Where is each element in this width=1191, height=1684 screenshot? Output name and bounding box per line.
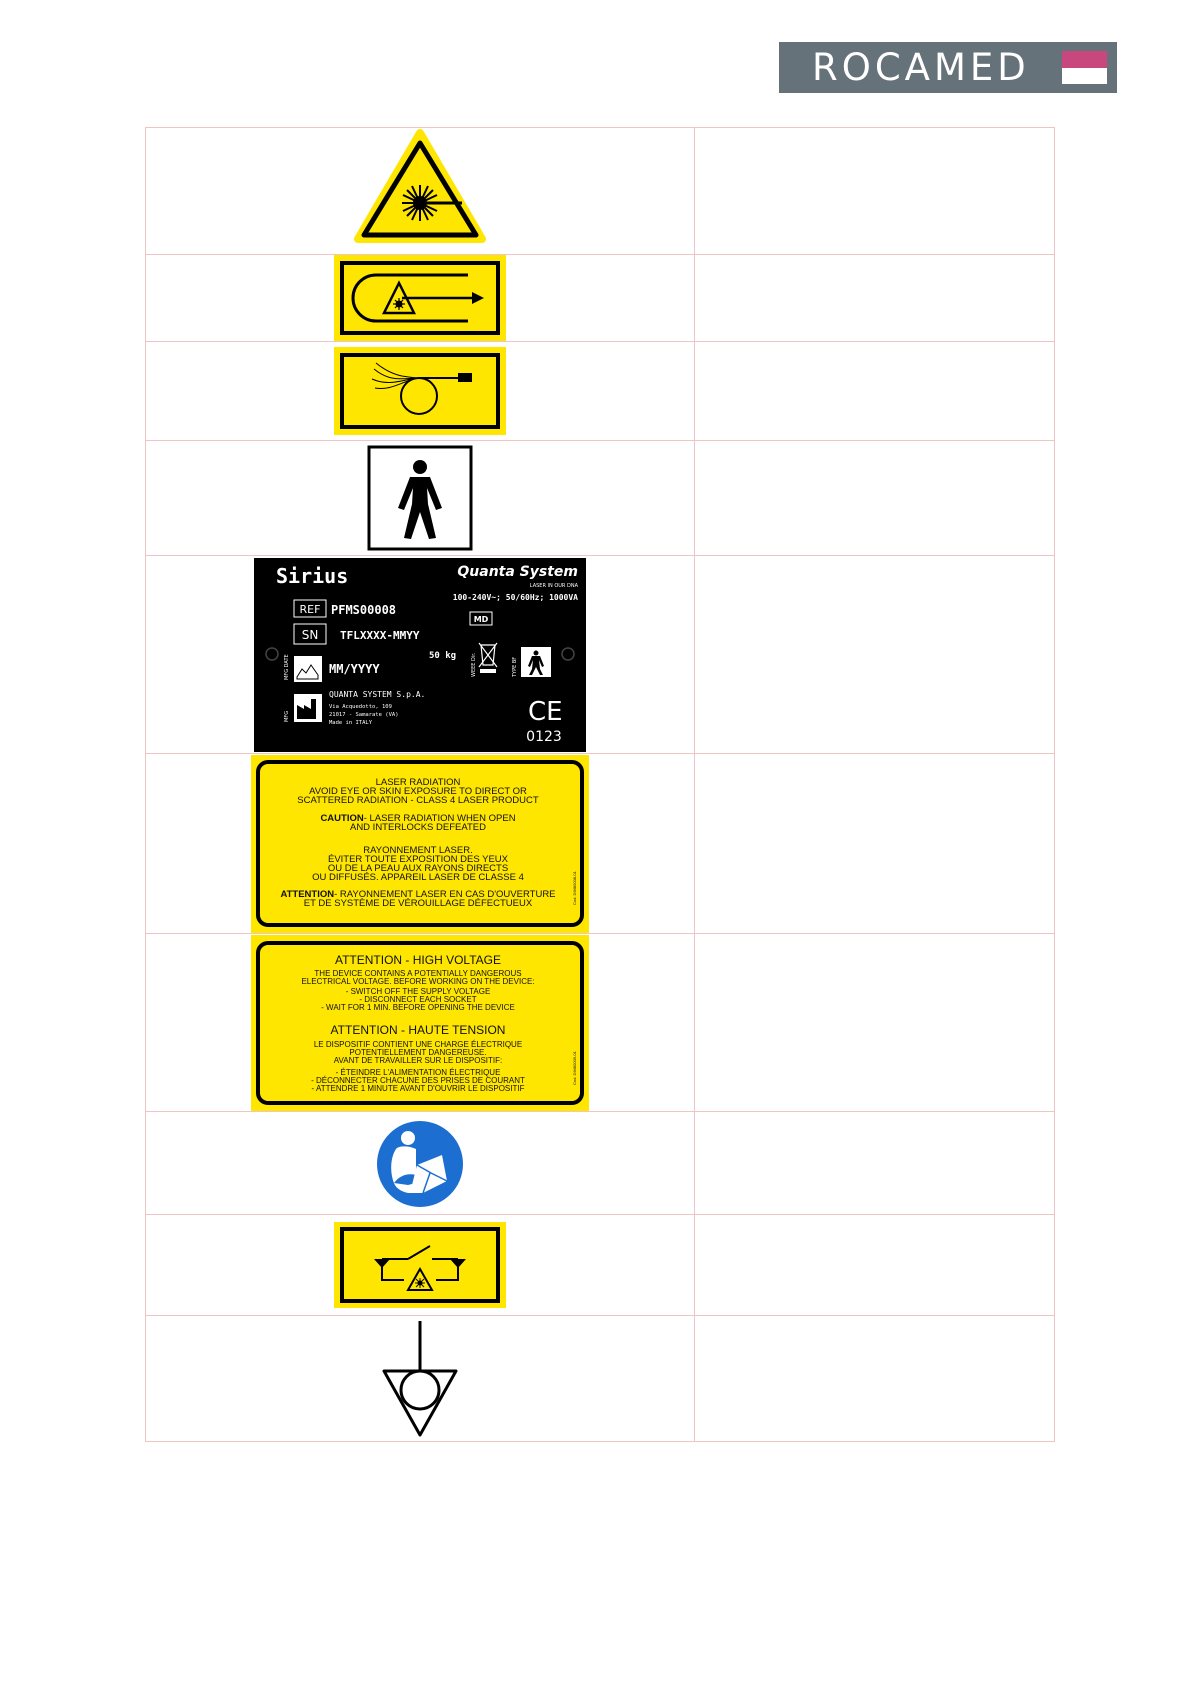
symbol-row — [146, 1316, 1055, 1442]
symbol-row — [146, 754, 1055, 934]
laser-label-line: OU DIFFUSÉS. APPAREIL LASER DE CLASSE 4 — [312, 871, 524, 883]
hv-label-code: Cod. DIM80009-01 — [572, 1050, 577, 1085]
label-sn-tag: SN — [301, 627, 319, 642]
symbol-cell — [146, 342, 695, 441]
label-type-bf: TYPE BF — [512, 656, 518, 677]
symbol-row — [146, 1215, 1055, 1316]
laser-label-code: Cod. DIM80008-01 — [572, 870, 577, 905]
notified-body: 0123 — [526, 728, 562, 745]
hv-label-line: AVANT DE TRAVAILLER SUR LE DISPOSITIF: — [333, 1055, 503, 1065]
hv-label-line: - DISCONNECT EACH SOCKET — [359, 994, 477, 1004]
symbol-description — [695, 556, 1055, 754]
label-mfg-date-tag: MFG DATE — [284, 653, 290, 680]
symbol-cell — [146, 556, 695, 754]
label-md: MD — [473, 614, 489, 624]
symbol-description — [695, 1112, 1055, 1215]
label-mfg-date: MM/YYYY — [329, 661, 380, 676]
laser-label-line: ATTENTION — [280, 888, 335, 900]
high-voltage-label — [146, 935, 694, 1111]
label-manufacturer: QUANTA SYSTEM S.p.A. — [329, 689, 426, 699]
laser-label-line: LASER RADIATION — [375, 776, 461, 788]
label-mfg-tag: MFG — [284, 710, 290, 722]
hv-label-line: - SWITCH OFF THE SUPPLY VOLTAGE — [345, 986, 491, 996]
label-tagline: LASER IN OUR DNA — [529, 582, 578, 589]
rocamed-logo — [779, 42, 1117, 93]
laser-label-line: RAYONNEMENT LASER. — [363, 844, 473, 856]
hv-label-line: ELECTRICAL VOLTAGE. BEFORE WORKING ON THE DEVICE: — [301, 976, 535, 986]
symbol-cell — [146, 1215, 695, 1316]
symbol-cell — [146, 128, 695, 255]
interlock-icon — [146, 1216, 694, 1315]
equipotential-icon — [146, 1317, 694, 1441]
symbols-table — [145, 127, 1055, 1442]
label-ref: PFMS00008 — [331, 602, 397, 617]
symbol-description — [695, 1316, 1055, 1442]
symbol-cell — [146, 255, 695, 342]
device-rating-label — [146, 557, 694, 753]
symbol-description — [695, 1215, 1055, 1316]
label-address-2: 21017 - Samarate (VA) — [329, 711, 399, 718]
symbol-cell — [146, 1112, 695, 1215]
symbol-cell — [146, 934, 695, 1112]
laser-label-line: - LASER RADIATION WHEN OPEN — [363, 812, 516, 824]
laser-label-line: AVOID EYE OR SKIN EXPOSURE TO DIRECT OR — [309, 785, 527, 797]
symbol-row — [146, 128, 1055, 255]
laser-radiation-label — [146, 755, 694, 933]
label-brand: Quanta System — [457, 563, 578, 580]
label-ref-tag: REF — [299, 602, 321, 616]
label-sn: TFLXXXX-MMYY — [340, 628, 420, 642]
symbol-cell — [146, 754, 695, 934]
laser-label-line: - RAYONNEMENT LASER EN CAS D'OUVERTURE — [334, 888, 556, 900]
symbol-cell — [146, 1316, 695, 1442]
hv-label-line: LE DISPOSITIF CONTIENT UNE CHARGE ÉLECTRIQUE — [313, 1039, 523, 1049]
logo-text: ROCAMED — [812, 46, 1030, 89]
hv-label-line: THE DEVICE CONTAINS A POTENTIALLY DANGEROUS — [314, 968, 522, 978]
laser-label-line: CAUTION — [320, 812, 364, 824]
label-address-3: Made in ITALY — [329, 719, 373, 726]
type-bf-icon — [146, 442, 694, 555]
symbol-description — [695, 128, 1055, 255]
symbol-row — [146, 556, 1055, 754]
read-manual-icon — [146, 1113, 694, 1214]
fiber-connector-icon — [146, 343, 694, 440]
symbol-cell — [146, 441, 695, 556]
symbol-description — [695, 754, 1055, 934]
laser-label-line: ÉVITER TOUTE EXPOSITION DES YEUX — [327, 853, 509, 865]
hv-label-line: - DÉCONNECTER CHACUNE DES PRISES DE COURANT — [311, 1075, 525, 1085]
symbol-row — [146, 441, 1055, 556]
laser-warning-icon — [146, 129, 694, 254]
hv-label-line: - ÉTEINDRE L'ALIMENTATION ÉLECTRIQUE — [335, 1067, 501, 1077]
label-address-1: Via Acquedotto, 109 — [329, 703, 392, 710]
symbol-row — [146, 255, 1055, 342]
symbol-description — [695, 934, 1055, 1112]
ce-mark: CE — [528, 696, 563, 727]
logo-flag — [1062, 51, 1107, 84]
symbol-description — [695, 342, 1055, 441]
label-power: 100-240V~; 50/60Hz; 1000VA — [452, 592, 578, 602]
hv-label-line: - ATTENDRE 1 MINUTE AVANT D'OUVRIR LE DISPOSITIF — [311, 1083, 525, 1093]
laser-aperture-icon — [146, 255, 694, 341]
symbol-description — [695, 441, 1055, 556]
hv-label-title: ATTENTION - HIGH VOLTAGE — [334, 952, 502, 967]
laser-label-line: AND INTERLOCKS DEFEATED — [349, 821, 487, 833]
symbol-row — [146, 1112, 1055, 1215]
laser-label-line: SCATTERED RADIATION - CLASS 4 LASER PRODUCT — [297, 794, 539, 806]
label-weight: 50 kg — [429, 650, 457, 661]
label-product: Sirius — [276, 563, 349, 588]
symbol-description — [695, 255, 1055, 342]
hv-label-title: ATTENTION - HAUTE TENSION — [330, 1022, 506, 1037]
symbol-row — [146, 342, 1055, 441]
symbol-row — [146, 934, 1055, 1112]
laser-label-line: OU DE LA PEAU AUX RAYONS DIRECTS — [327, 862, 509, 874]
hv-label-line: - WAIT FOR 1 MIN. BEFORE OPENING THE DEVICE — [321, 1002, 515, 1012]
hv-label-line: POTENTIELLEMENT DANGEREUSE. — [349, 1047, 487, 1057]
laser-label-line: ET DE SYSTÈME DE VÉROUILLAGE DÉFECTUEUX — [303, 897, 533, 909]
label-weee: WEEE Dir. — [471, 652, 477, 677]
